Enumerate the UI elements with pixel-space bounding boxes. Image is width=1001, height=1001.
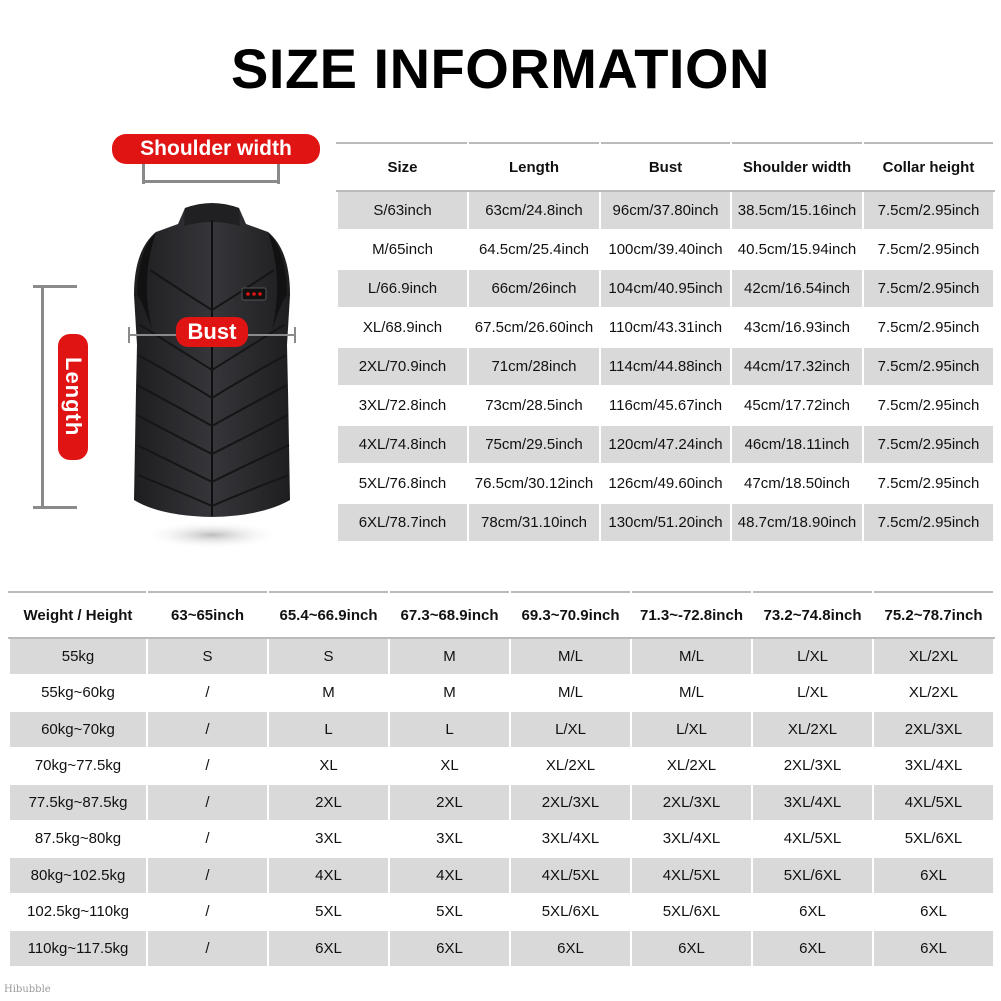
weight-header-cell: 75.2~78.7inch <box>873 592 994 638</box>
table-cell: 2XL/3XL <box>873 711 994 748</box>
table-cell: XL/2XL <box>752 711 873 748</box>
table-row <box>9 638 994 675</box>
table-cell: 5XL/6XL <box>873 821 994 858</box>
table-row <box>9 930 994 967</box>
table-cell: 55kg~60kg <box>9 675 147 712</box>
table-row <box>9 857 994 894</box>
table-cell: 2XL/70.9inch <box>337 347 468 386</box>
table-cell: 2XL <box>268 784 389 821</box>
table-cell: 7.5cm/2.95inch <box>863 308 994 347</box>
table-cell: 3XL <box>389 821 510 858</box>
table-cell: 6XL <box>873 857 994 894</box>
table-cell: M/L <box>631 675 752 712</box>
bust-label: Bust <box>176 317 248 347</box>
table-row <box>9 748 994 785</box>
table-cell: 73cm/28.5inch <box>468 386 600 425</box>
table-cell: / <box>147 784 268 821</box>
table-cell: XL/2XL <box>510 748 631 785</box>
table-row <box>337 347 994 386</box>
table-cell: / <box>147 857 268 894</box>
size-table-header <box>337 143 994 191</box>
table-cell: S <box>268 638 389 675</box>
table-row <box>9 821 994 858</box>
table-cell: 3XL/72.8inch <box>337 386 468 425</box>
size-header-size: Size <box>337 143 468 191</box>
table-cell: 2XL/3XL <box>752 748 873 785</box>
table-row <box>337 230 994 269</box>
table-cell: L/XL <box>752 638 873 675</box>
table-cell: 7.5cm/2.95inch <box>863 386 994 425</box>
table-cell: 5XL/6XL <box>631 894 752 931</box>
table-row <box>337 191 994 230</box>
table-cell: 44cm/17.32inch <box>731 347 863 386</box>
table-cell: / <box>147 748 268 785</box>
size-header-collar: Collar height <box>863 143 994 191</box>
table-cell: 104cm/40.95inch <box>600 269 731 308</box>
weight-height-table <box>8 591 995 968</box>
table-cell: 110cm/43.31inch <box>600 308 731 347</box>
table-cell: 96cm/37.80inch <box>600 191 731 230</box>
table-cell: 6XL/78.7inch <box>337 503 468 542</box>
table-cell: XL/2XL <box>873 675 994 712</box>
table-cell: XL/68.9inch <box>337 308 468 347</box>
table-cell: 130cm/51.20inch <box>600 503 731 542</box>
table-cell: 6XL <box>631 930 752 967</box>
table-cell: 38.5cm/15.16inch <box>731 191 863 230</box>
table-cell: L/XL <box>510 711 631 748</box>
table-cell: / <box>147 675 268 712</box>
table-cell: 7.5cm/2.95inch <box>863 191 994 230</box>
table-cell: 75cm/29.5inch <box>468 425 600 464</box>
table-cell: 3XL/4XL <box>873 748 994 785</box>
weight-header-cell: 69.3~70.9inch <box>510 592 631 638</box>
table-cell: M/65inch <box>337 230 468 269</box>
table-cell: / <box>147 711 268 748</box>
table-cell: 7.5cm/2.95inch <box>863 464 994 503</box>
table-cell: 4XL/74.8inch <box>337 425 468 464</box>
size-header-length: Length <box>468 143 600 191</box>
vest-illustration <box>0 120 330 570</box>
table-cell: M/L <box>510 675 631 712</box>
watermark: Hibubble <box>4 984 51 995</box>
table-cell: 4XL <box>389 857 510 894</box>
table-cell: 110kg~117.5kg <box>9 930 147 967</box>
table-cell: 66cm/26inch <box>468 269 600 308</box>
table-cell: 114cm/44.88inch <box>600 347 731 386</box>
table-cell: 3XL/4XL <box>510 821 631 858</box>
table-row <box>9 711 994 748</box>
table-cell: 6XL <box>873 930 994 967</box>
table-cell: 2XL/3XL <box>510 784 631 821</box>
table-cell: 6XL <box>752 894 873 931</box>
table-row <box>337 386 994 425</box>
table-cell: M/L <box>510 638 631 675</box>
table-cell: 60kg~70kg <box>9 711 147 748</box>
table-cell: 6XL <box>268 930 389 967</box>
table-cell: 46cm/18.11inch <box>731 425 863 464</box>
table-cell: 7.5cm/2.95inch <box>863 269 994 308</box>
table-cell: L/66.9inch <box>337 269 468 308</box>
table-cell: 116cm/45.67inch <box>600 386 731 425</box>
table-cell: 120cm/47.24inch <box>600 425 731 464</box>
table-cell: 100cm/39.40inch <box>600 230 731 269</box>
table-cell: 3XL <box>268 821 389 858</box>
table-cell: 76.5cm/30.12inch <box>468 464 600 503</box>
table-cell: 4XL <box>268 857 389 894</box>
weight-table-header <box>9 592 994 638</box>
table-cell: 47cm/18.50inch <box>731 464 863 503</box>
table-cell: 4XL/5XL <box>752 821 873 858</box>
table-cell: 55kg <box>9 638 147 675</box>
table-cell: L/XL <box>631 711 752 748</box>
table-cell: 5XL <box>389 894 510 931</box>
table-cell: 40.5cm/15.94inch <box>731 230 863 269</box>
table-cell: 3XL/4XL <box>752 784 873 821</box>
table-cell: 7.5cm/2.95inch <box>863 347 994 386</box>
table-cell: XL/2XL <box>873 638 994 675</box>
page-title: SIZE INFORMATION <box>231 37 770 100</box>
table-cell: 126cm/49.60inch <box>600 464 731 503</box>
table-cell: 5XL/6XL <box>752 857 873 894</box>
table-row <box>9 784 994 821</box>
table-row <box>337 269 994 308</box>
table-cell: 67.5cm/26.60inch <box>468 308 600 347</box>
table-cell: 6XL <box>389 930 510 967</box>
table-cell: M <box>389 675 510 712</box>
weight-header-cell: 73.2~74.8inch <box>752 592 873 638</box>
weight-header-cell: 65.4~66.9inch <box>268 592 389 638</box>
table-cell: 63cm/24.8inch <box>468 191 600 230</box>
weight-header-cell: Weight / Height <box>9 592 147 638</box>
table-cell: 48.7cm/18.90inch <box>731 503 863 542</box>
weight-header-cell: 67.3~68.9inch <box>389 592 510 638</box>
table-cell: / <box>147 821 268 858</box>
table-cell: 4XL/5XL <box>873 784 994 821</box>
table-cell: 71cm/28inch <box>468 347 600 386</box>
size-header-shoulder: Shoulder width <box>731 143 863 191</box>
table-cell: M <box>268 675 389 712</box>
table-cell: 78cm/31.10inch <box>468 503 600 542</box>
table-cell: XL <box>389 748 510 785</box>
table-cell: S <box>147 638 268 675</box>
table-row <box>337 503 994 542</box>
table-cell: 6XL <box>510 930 631 967</box>
table-cell: 77.5kg~87.5kg <box>9 784 147 821</box>
table-cell: S/63inch <box>337 191 468 230</box>
table-cell: L/XL <box>752 675 873 712</box>
table-cell: L <box>268 711 389 748</box>
table-cell: / <box>147 894 268 931</box>
size-header-bust: Bust <box>600 143 731 191</box>
table-cell: 42cm/16.54inch <box>731 269 863 308</box>
table-cell: 43cm/16.93inch <box>731 308 863 347</box>
table-cell: 4XL/5XL <box>631 857 752 894</box>
table-cell: 5XL <box>268 894 389 931</box>
table-cell: M <box>389 638 510 675</box>
table-cell: L <box>389 711 510 748</box>
shoulder-width-label: Shoulder width <box>112 134 320 164</box>
table-row <box>9 894 994 931</box>
weight-header-cell: 71.3~-72.8inch <box>631 592 752 638</box>
table-cell: 6XL <box>752 930 873 967</box>
table-row <box>9 675 994 712</box>
vest-image <box>0 120 330 570</box>
table-cell: XL/2XL <box>631 748 752 785</box>
table-cell: 87.5kg~80kg <box>9 821 147 858</box>
table-row <box>337 308 994 347</box>
table-cell: 2XL <box>389 784 510 821</box>
table-cell: 102.5kg~110kg <box>9 894 147 931</box>
table-row <box>337 464 994 503</box>
table-cell: XL <box>268 748 389 785</box>
weight-header-cell: 63~65inch <box>147 592 268 638</box>
table-cell: 7.5cm/2.95inch <box>863 230 994 269</box>
table-cell: 70kg~77.5kg <box>9 748 147 785</box>
length-label: Length <box>58 334 88 460</box>
table-cell: 7.5cm/2.95inch <box>863 503 994 542</box>
table-cell: 7.5cm/2.95inch <box>863 425 994 464</box>
table-cell: 4XL/5XL <box>510 857 631 894</box>
table-cell: 80kg~102.5kg <box>9 857 147 894</box>
table-cell: / <box>147 930 268 967</box>
table-row <box>337 425 994 464</box>
table-cell: 5XL/76.8inch <box>337 464 468 503</box>
table-cell: 64.5cm/25.4inch <box>468 230 600 269</box>
table-cell: 6XL <box>873 894 994 931</box>
size-table <box>336 142 995 543</box>
table-cell: 2XL/3XL <box>631 784 752 821</box>
table-cell: 5XL/6XL <box>510 894 631 931</box>
table-cell: 3XL/4XL <box>631 821 752 858</box>
table-cell: M/L <box>631 638 752 675</box>
table-cell: 45cm/17.72inch <box>731 386 863 425</box>
